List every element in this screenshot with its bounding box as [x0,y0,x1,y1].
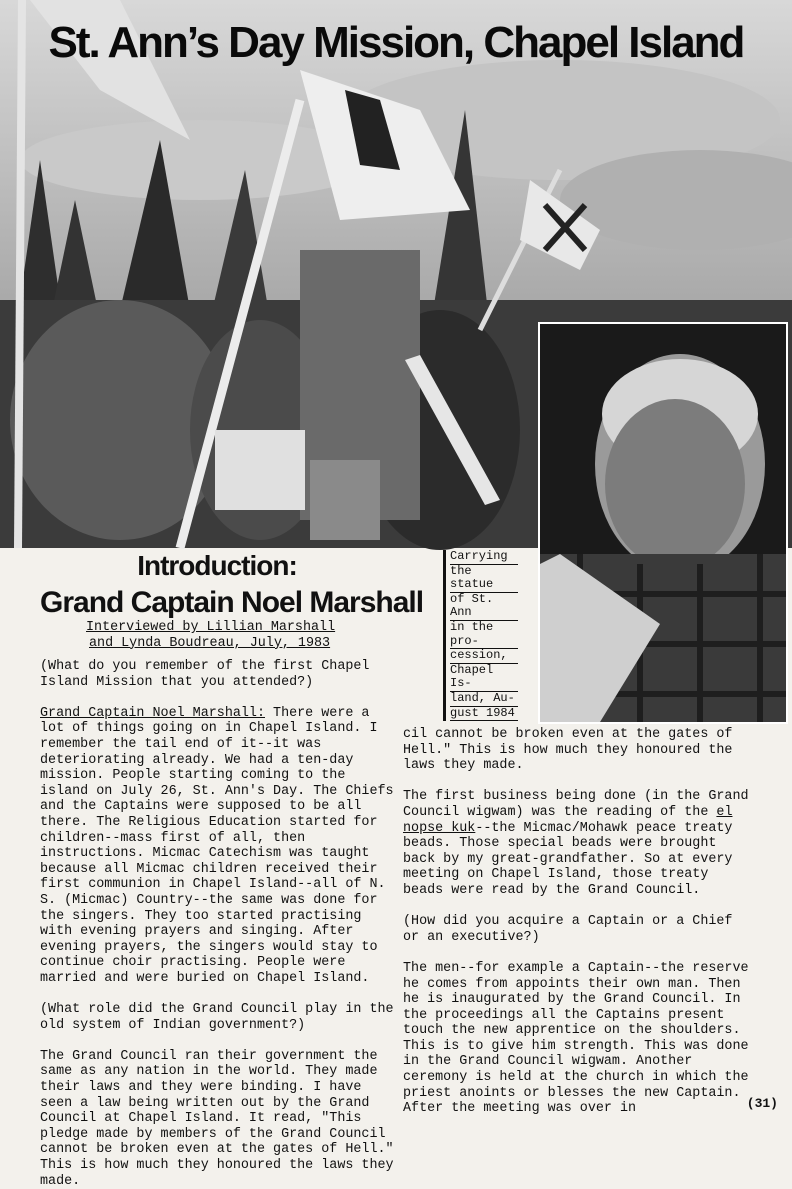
photo-caption [443,550,518,721]
caption-line: in the pro- [450,621,518,649]
answer-2-continued: cil cannot be broken even at the gates of Hell." This is how much they honoured the laws they made. [403,727,733,774]
byline [86,620,436,651]
section-title-introduction: Introduction: [137,550,297,581]
caption-line: cession, [450,649,518,664]
micmac-term: el nopse kuk [403,804,733,836]
caption-line: Chapel Is- [450,664,518,692]
page-headline: St. Ann’s Day Mission, Chapel Island [48,18,744,67]
caption-line: gust 1984 [450,707,518,722]
answer-3-part-2: --the Micmac/Mohawk peace treaty beads. Those special beads were brought back by my great-grandfather. So at every meeting on Chapel Island, those treaty beads were read by the Grand Council. [403,820,733,898]
right-column [403,727,755,1132]
speaker-name: Grand Captain Noel Marshall: [40,705,265,721]
caption-line: of St. Ann [450,593,518,621]
left-column [40,659,395,1189]
byline-line-2: and Lynda Boudreau, July, 1983 [89,635,331,651]
question-1: (What do you remember of the first Chapel Island Mission that you attended?) [40,659,370,690]
caption-line: the statue [450,565,518,593]
answer-4: The men--for example a Captain--the reserve he comes from appoints their own man. Then he is inaugurated by the Grand Council. In the proceedings all the Captains present touch the new apprentice on the shoulders. This is to give him strength. This was done in the Grand Council wigwam. Another ceremony is held at the church in which the priest anoints or blesses the new Captain. After the meeting was over in [403,960,749,1117]
question-3: (How did you acquire a Captain or a Chief or an executive?) [403,914,733,945]
caption-line: Carrying [450,550,518,565]
answer-1-text: There were a lot of things going on in Chapel Island. I remember the tail end of it--it was deteriorating already. We had a ten-day mission. People starting coming to the island on July 26, St. Ann's Day. The Chiefs and the Captains were supposed to be all there. The Religious Education started for children--mass first of all, then instructions. Micmac Catechism was taught because all Micmac children received their first communion in Chapel Island--all of N. S. (Micmac) Country--the same was done for the singers. They too started practising with evening prayers and singing. After evening prayers, the singers would stay to continue choir practising. People were married and were buried on Chapel Island. [40,705,394,986]
answer-3-part-1: The first business being done (in the Grand Council wigwam) was the reading of the [403,789,749,820]
answer-2: The Grand Council ran their government the same as any nation in the world. They made their laws and they were binding. I have seen a law being written out by the Grand Council at Chapel Island. It read, "This pledge made by members of the Grand Council cannot be broken even at the gates of Hell." This is how much they honoured the laws they made. [40,1048,394,1189]
answer-1 [40,706,395,987]
answer-3 [403,789,755,898]
portrait-illustration [540,324,786,722]
byline-line-1: Interviewed by Lillian Marshall [86,620,336,635]
caption-line: land, Au- [450,692,518,707]
section-title-name: Grand Captain Noel Marshall [40,586,424,619]
portrait-photo-noel-marshall [538,322,788,724]
question-2: (What role did the Grand Council play in the old system of Indian government?) [40,1002,394,1033]
page-number: (31) [746,1096,778,1111]
